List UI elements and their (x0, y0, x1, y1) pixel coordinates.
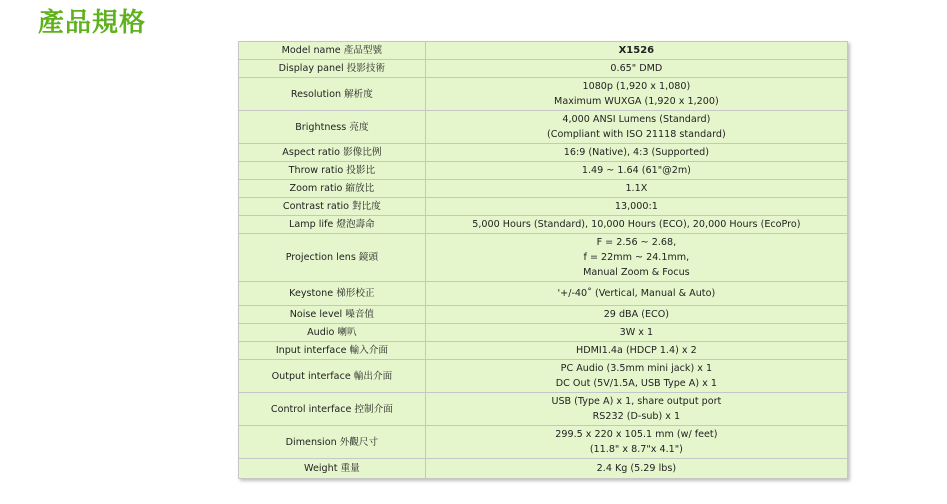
spec-value (425, 78, 847, 111)
spec-label: Dimension 外觀尺寸 (239, 426, 426, 459)
spec-value-line: Maximum WUXGA (1,920 x 1,200) (554, 96, 719, 107)
spec-value-line: HDMI1.4a (HDCP 1.4) x 2 (576, 345, 697, 356)
spec-table-container (238, 41, 848, 479)
spec-value-line: DC Out (5V/1.5A, USB Type A) x 1 (555, 378, 717, 389)
spec-value (425, 324, 847, 342)
spec-row (239, 144, 848, 162)
spec-label: Output interface 輸出介面 (239, 360, 426, 393)
spec-row (239, 198, 848, 216)
spec-value (425, 111, 847, 144)
spec-table-body (239, 42, 848, 479)
spec-value-line: f = 22mm ~ 24.1mm, (583, 252, 690, 263)
spec-row (239, 360, 848, 393)
spec-value-line: (11.8" x 8.7"x 4.1") (589, 444, 683, 455)
spec-row (239, 459, 848, 479)
spec-value (425, 144, 847, 162)
spec-value-line: 5,000 Hours (Standard), 10,000 Hours (ECO), 20,000 Hours (EcoPro) (472, 219, 801, 230)
spec-value (425, 306, 847, 324)
spec-value-line: 1080p (1,920 x 1,080) (582, 81, 691, 92)
spec-row (239, 342, 848, 360)
spec-label: Projection lens 鏡頭 (239, 234, 426, 282)
spec-value-line: 0.65" DMD (610, 63, 663, 74)
spec-value (425, 393, 847, 426)
spec-value (425, 459, 847, 479)
spec-value-line: 2.4 Kg (5.29 lbs) (596, 463, 677, 474)
spec-value-line: 1.49 ~ 1.64 (61"@2m) (581, 165, 691, 176)
spec-row (239, 162, 848, 180)
spec-row (239, 78, 848, 111)
spec-label: Model name 產品型號 (239, 42, 426, 60)
spec-row (239, 324, 848, 342)
spec-label: Zoom ratio 縮放比 (239, 180, 426, 198)
spec-value (425, 198, 847, 216)
spec-row (239, 306, 848, 324)
spec-value-line: 1.1X (625, 183, 648, 194)
spec-label: Lamp life 燈泡壽命 (239, 216, 426, 234)
spec-label: Brightness 亮度 (239, 111, 426, 144)
spec-value-line: X1526 (618, 45, 655, 56)
spec-label: Noise level 噪音值 (239, 306, 426, 324)
spec-label: Control interface 控制介面 (239, 393, 426, 426)
spec-row (239, 111, 848, 144)
spec-value-line: '+/-40˚ (Vertical, Manual & Auto) (557, 288, 716, 299)
spec-label: Throw ratio 投影比 (239, 162, 426, 180)
spec-value-line: 29 dBA (ECO) (603, 309, 670, 320)
spec-value-line: 4,000 ANSI Lumens (Standard) (562, 114, 711, 125)
spec-value (425, 162, 847, 180)
spec-label: Weight 重量 (239, 459, 426, 479)
spec-value-line: RS232 (D-sub) x 1 (592, 411, 681, 422)
spec-label: Audio 喇叭 (239, 324, 426, 342)
spec-value (425, 282, 847, 306)
spec-value-line: 16:9 (Native), 4:3 (Supported) (563, 147, 709, 158)
spec-value-line: 13,000:1 (614, 201, 658, 212)
spec-value-line: PC Audio (3.5mm mini jack) x 1 (560, 363, 713, 374)
spec-value (425, 234, 847, 282)
spec-label: Aspect ratio 影像比例 (239, 144, 426, 162)
spec-label: Display panel 投影技術 (239, 60, 426, 78)
spec-value-line: F = 2.56 ~ 2.68, (596, 237, 677, 248)
spec-table (238, 41, 848, 479)
spec-value (425, 60, 847, 78)
spec-row (239, 393, 848, 426)
spec-value-line: 299.5 x 220 x 105.1 mm (w/ feet) (555, 429, 718, 440)
spec-row (239, 60, 848, 78)
spec-row (239, 180, 848, 198)
spec-label: Input interface 輸入介面 (239, 342, 426, 360)
spec-value (425, 360, 847, 393)
spec-label: Resolution 解析度 (239, 78, 426, 111)
spec-value (425, 426, 847, 459)
spec-row (239, 234, 848, 282)
spec-value (425, 342, 847, 360)
spec-value (425, 180, 847, 198)
spec-value (425, 42, 847, 60)
spec-row (239, 426, 848, 459)
spec-value-line: 3W x 1 (619, 327, 654, 338)
spec-row (239, 216, 848, 234)
spec-value-line: USB (Type A) x 1, share output port (551, 396, 722, 407)
spec-value (425, 216, 847, 234)
spec-value-line: Manual Zoom & Focus (583, 267, 690, 278)
spec-row (239, 282, 848, 306)
page-title: 產品規格 (38, 8, 147, 38)
spec-row (239, 42, 848, 60)
spec-value-line: (Compliant with ISO 21118 standard) (547, 129, 726, 140)
spec-label: Contrast ratio 對比度 (239, 198, 426, 216)
spec-label: Keystone 梯形校正 (239, 282, 426, 306)
